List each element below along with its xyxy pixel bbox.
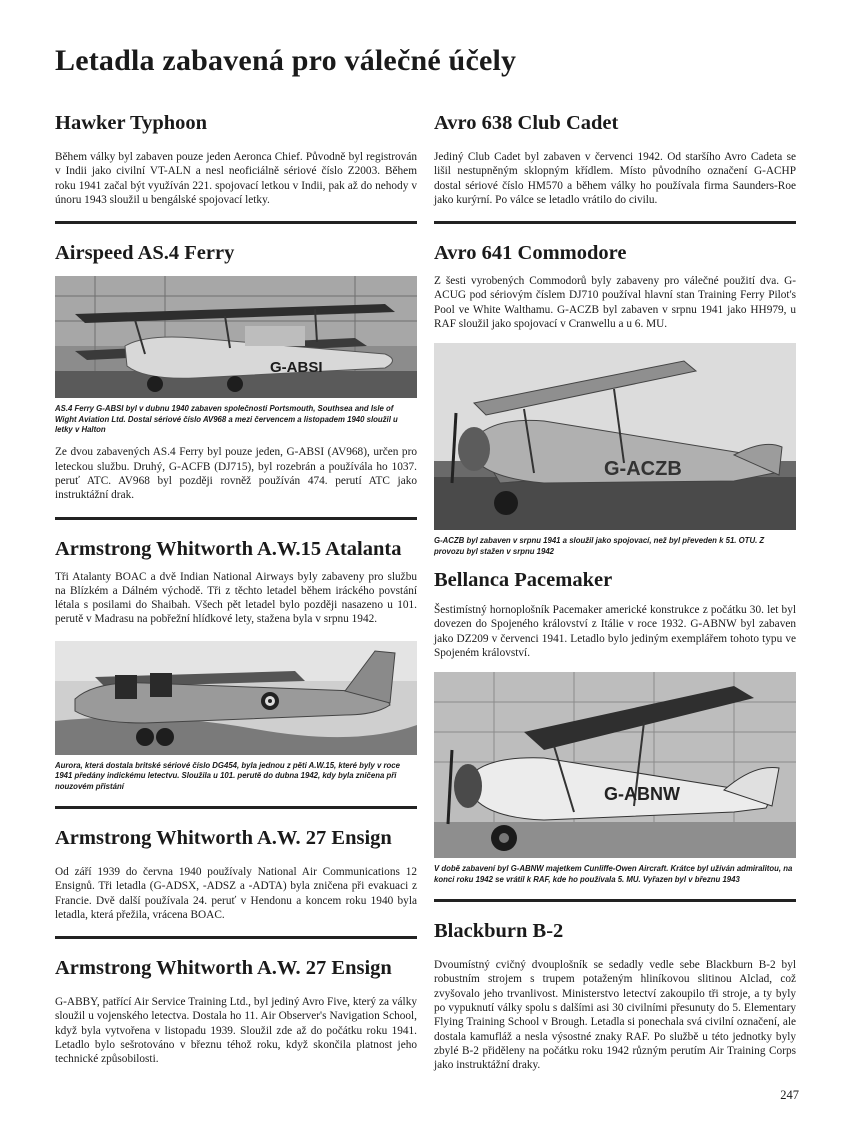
page-title: Letadla zabavená pro válečné účely (55, 44, 517, 77)
section-heading: Avro 641 Commodore (434, 242, 627, 265)
section-heading: Airspeed AS.4 Ferry (55, 242, 235, 265)
right-column (434, 110, 796, 1073)
section-heading: Bellanca Pacemaker (434, 569, 613, 592)
section-heading: Avro 638 Club Cadet (434, 112, 619, 134)
section-heading: Armstrong Whitworth A.W. 27 Ensign (55, 957, 392, 980)
section-blackburn (434, 918, 796, 1072)
photo-caption: Aurora, která dostala britské sériové číslo DG454, byla jednou z pěti A.W.15, které byly v roce 1941 předány indickému letectvu. Sloužila u 101. perutě do dubna 1942, kdy byla zničena při nouzovém přistání (55, 760, 400, 791)
section-divider (55, 517, 417, 520)
section-divider (55, 806, 417, 809)
section-divider (55, 221, 417, 224)
photo-commodore (434, 343, 796, 530)
section-text: Během války byl zabaven pouze jeden Aeronca Chief. Původně byl registrován v Indii jako civilní VT-ALN a nesl neoficiálně sériové číslo Z2003. Během roku 1941 začal být využíván 221. spojovací letkou v Indii, pak až do nehody v únoru 1943 sloužil u bengálské spojovací letky. (55, 151, 417, 206)
section-commodore (434, 240, 796, 557)
section-divider (434, 899, 796, 902)
section-divider (55, 936, 417, 939)
registration-text: G-ABNW (604, 784, 680, 805)
section-airspeed-ferry (55, 240, 417, 502)
section-club-cadet (434, 110, 796, 207)
section-text: G-ABBY, patřící Air Service Training Ltd., byl jediný Avro Five, který za války sloužil u vojenského letectva. Dostala ho 11. Air Observer's Navigation School, když byla vytvořena v listopadu 1939. Sloužil zde až do počátku roku 1941. Letadlo bylo sešrotováno v březnu téhož roku, když skončila platnost jeho technické způsobilosti. (55, 996, 417, 1066)
registration-text: G-ABSI (270, 359, 323, 377)
section-heading: Armstrong Whitworth A.W.15 Atalanta (55, 537, 402, 560)
section-divider (434, 221, 796, 224)
section-text: Ze dvou zabavených AS.4 Ferry byl pouze jeden, G-ABSI (AV968), určen pro leteckou službu. Druhý, G-ACFB (DJ715), byl rozebrán a používála ho 1037. peruť ATC. AV968 byl později rovněž používán 474. perutí ATC jako instruktážní drak. (55, 446, 417, 502)
section-text: Šestimístný hornoplošník Pacemaker americké konstrukce z počátku 30. let byl dovezen do Spojeného království z Itálie v roce 1932. G-ABNW byl zabaven jako DZ209 v červenci 1941. Letadlo bylo jediným exemplářem tohoto typu ve Spojeném království. (434, 604, 796, 660)
section-atalanta (55, 536, 417, 792)
section-heading: Hawker Typhoon (55, 112, 208, 134)
section-text: Jediný Club Cadet byl zabaven v červenci 1942. Od staršího Avro Cadeta se lišil nestupněným sklopným křídlem. Místo původního označení G-ACHP dostal sériové číslo HM570 a během války ho používala firma Saunders-Roe jako kurýrní. Po válce se letadlo vrátilo do civilu. (434, 151, 796, 206)
page-number: 247 (780, 1088, 799, 1102)
section-pacemaker (434, 567, 796, 885)
photo-atalanta (55, 641, 417, 755)
photo-airspeed-ferry (55, 276, 417, 398)
registration-text: G-ACZB (604, 458, 682, 481)
section-ensign-1 (55, 825, 417, 922)
section-text: Z šesti vyrobených Commodorů byly zabaveny pro válečné použití dva. G-ACUG pod sériovým číslem DJ710 používal hlavní stan Training Ferry Pilot's Pool ve White Walthamu. G-ACZB byl zabaven v srpnu 1941 jako HH979, u RAF sloužil jako spojovací v Cranwellu a u 6. MU. (434, 275, 796, 331)
section-text: Tři Atalanty BOAC a dvě Indian National Airways byly zabaveny pro službu na Blízkém a Dálném východě. Tři z těchto letadel během iráckého povstání létala s posilami do Shaibah. Všech pět letadel bylo později nasazeno u 101. perutě v Madrasu na pobřežní hlídkové lety, stažena byla v srpnu 1942. (55, 570, 417, 626)
photo-caption: AS.4 Ferry G-ABSI byl v dubnu 1940 zabaven společnosti Portsmouth, Southsea and Isle of Wight Aviation Ltd. Dostal sériové číslo AV968 a mezi červencem a listopadem 1940 sloužil u letky v Halton (55, 404, 398, 434)
photo-caption: G-ACZB byl zabaven v srpnu 1941 a sloužil jako spojovací, než byl převeden k 51. OTU. Z provozu byl stažen v srpnu 1942 (434, 536, 765, 556)
photo-caption: V době zabavení byl G-ABNW majetkem Cunliffe-Owen Aircraft. Krátce byl užíván admiralitou, na konci roku 1942 se vrátil k RAF, kde ho používala 5. MU. Vyřazen byl v březnu 1943 (434, 864, 793, 884)
section-text: Od září 1939 do června 1940 používaly National Air Communications 12 Ensignů. Tři letadla (G-ADSX, -ADSZ a -ADTA) byla zničena při evakuaci z Francie. Dvě další používala 24. peruť v Hendonu a koncem roku 1940 byla letadla, která přežila, vrácena BOAC. (55, 866, 417, 921)
section-heading: Armstrong Whitworth A.W. 27 Ensign (55, 827, 392, 849)
section-text: Dvoumístný cvičný dvouplošník se sedadly vedle sebe Blackburn B-2 byl robustním strojem s trupem potaženým hliníkovou slitinou Alclad, což zvyšovalo jeho trvanlivost. Ministerstvo letectví zakoupilo tři stroje, a ty byly po vypuknutí války spolu s dalšími asi 30 civilními přesunuty do 5. Elementary Flying Training School v Brough. Letadla si ponechala svá civilní označení, ale dostala kamufláž a nesla výsostné znaky RAF. Po službě u této jednotky byly zbylé B-2 přiděleny na počátku roku 1942 různým perutím Air Training Corps jako instruktážní draky. (434, 959, 796, 1072)
section-hawker-typhoon (55, 110, 417, 207)
photo-pacemaker (434, 672, 796, 858)
left-column (55, 110, 417, 1067)
section-heading: Blackburn B-2 (434, 920, 564, 943)
section-ensign-2 (55, 955, 417, 1066)
